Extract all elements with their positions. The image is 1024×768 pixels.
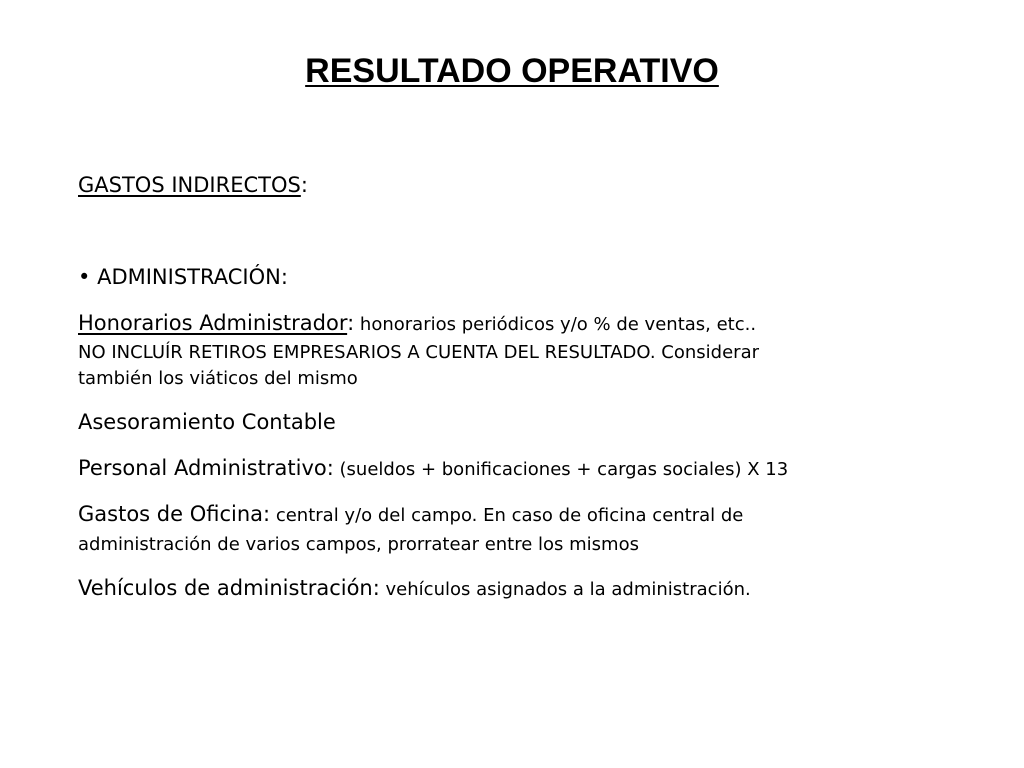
item-honorarios-sep: : [347, 311, 355, 335]
subsection-heading-label: ADMINISTRACIÓN: [97, 265, 288, 289]
item-honorarios-desc-3: también los viáticos del mismo [78, 368, 358, 389]
item-oficina-desc-2: administración de varios campos, prorratear entre los mismos [78, 534, 639, 555]
item-honorarios-term: Honorarios Administrador [78, 311, 348, 335]
item-vehiculos-term: Vehículos de administración: [78, 576, 380, 600]
subsection-heading [78, 262, 988, 292]
section-heading-colon: : [300, 173, 308, 197]
section-heading [78, 170, 988, 200]
page-title-text: RESULTADO OPERATIVO [305, 52, 719, 90]
bullet-icon: • [78, 265, 91, 289]
item-personal [78, 453, 988, 485]
section-heading-label: GASTOS INDIRECTOS [78, 173, 301, 197]
item-honorarios-desc-2: NO INCLUÍR RETIROS EMPRESARIOS A CUENTA DEL RESULTADO. Considerar [78, 342, 760, 363]
page-title [0, 49, 1024, 93]
item-vehiculos-desc: vehículos asignados a la administración. [379, 579, 751, 600]
item-vehiculos [78, 573, 988, 605]
item-oficina-desc-1: central y/o del campo. En caso de oficina central de [270, 505, 744, 526]
item-oficina [78, 499, 988, 559]
item-personal-desc: (sueldos + bonificaciones + cargas sociales) X 13 [333, 459, 789, 480]
item-asesoramiento-term: Asesoramiento Contable [78, 410, 336, 434]
item-honorarios [78, 308, 988, 392]
item-personal-term: Personal Administrativo: [78, 456, 334, 480]
item-honorarios-desc-1: honorarios periódicos y/o % de ventas, etc.. [354, 314, 757, 335]
item-oficina-term: Gastos de Oficina: [78, 502, 271, 526]
item-asesoramiento [78, 407, 988, 437]
